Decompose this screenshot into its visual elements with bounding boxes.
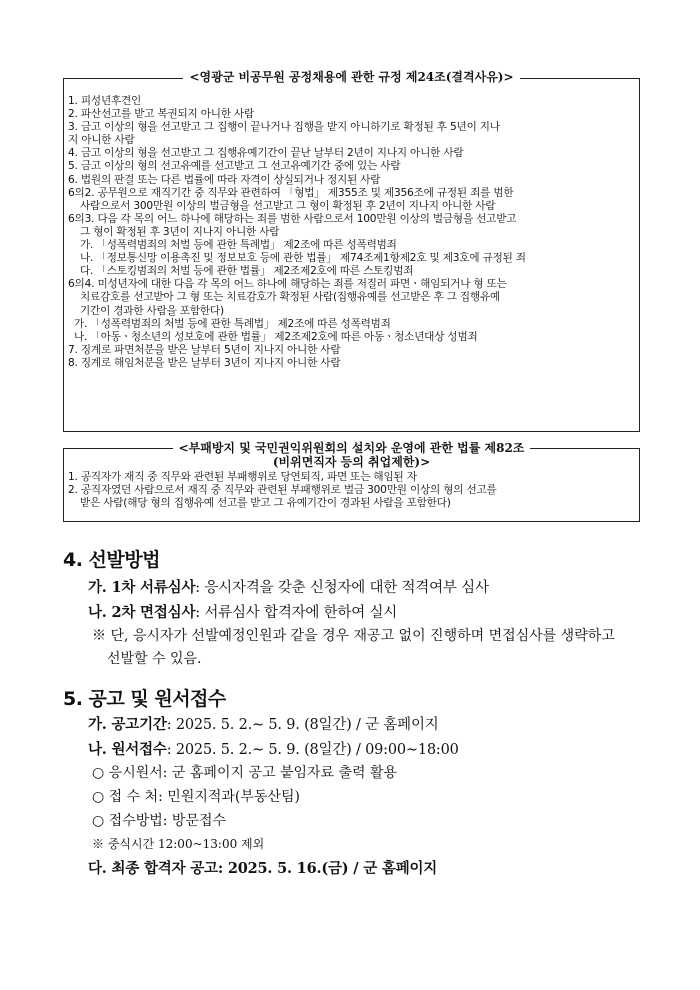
- list-item: 6. 법원의 판결 또는 다른 법률에 따라 자격이 상실되거나 정지된 사람: [68, 173, 381, 186]
- section5-item-a: [88, 713, 439, 734]
- list-item: 사람으로서 300만원 이상의 벌금형을 선고받고 그 형이 확정된 후 2년이 지나지 아니한 사람: [80, 199, 496, 212]
- section4-note-line2: 선발할 수 있음.: [107, 651, 202, 667]
- section5-heading: 5. 공고 및 원서접수: [63, 688, 226, 710]
- section4-a-text: : 응시자격을 갖춘 신청자에 대한 적격여부 심사: [195, 580, 489, 596]
- section5-b-label: 나. 원서접수: [88, 741, 167, 758]
- section4-a-label: 가. 1차 서류심사: [88, 579, 196, 596]
- section5-item-c: [88, 857, 437, 878]
- list-item: 다. 「스토킹범죄의 처벌 등에 관한 법률」 제2조제2호에 따른 스토킹범죄: [80, 265, 414, 278]
- list-item: 가. 「성폭력범죄의 처벌 등에 관한 특례법」 제2조에 따른 성폭력범죄: [80, 239, 397, 252]
- list-item: 1. 공직자가 재직 중 직무와 관련된 부패행위로 당연퇴직, 파면 또는 해임된 자: [68, 471, 417, 483]
- list-item: 8. 징계로 해임처분을 받은 날부터 3년이 지나지 아니한 사람: [68, 356, 341, 369]
- list-item: 3. 금고 이상의 형을 선고받고 그 집행이 끝나거나 집행을 받지 아니하기로 확정된 후 5년이 지나: [68, 121, 500, 134]
- list-item: 그 형이 확정된 후 3년이 지나지 아니한 사람: [80, 225, 280, 238]
- list-item: 6의2. 공무원으로 재직기간 중 직무와 관련하여 「형법」 제355조 및 제356조에 규정된 죄를 범한: [68, 186, 514, 199]
- list-item: 2. 파산선고를 받고 복권되지 아니한 사람: [68, 108, 255, 121]
- section5-lunch-note: ※ 중식시간 12:00~13:00 제외: [92, 837, 265, 851]
- box2-title-line2: (비위면직자 등의 취업제한)>: [272, 455, 431, 469]
- list-item: 나. 「정보통신망 이용촉진 및 정보보호 등에 관한 법률」 제74조제1항제2호 및 제3호에 규정된 죄: [80, 252, 526, 265]
- list-item: 기간이 경과한 사람을 포함한다): [80, 304, 224, 317]
- disqualification-box-title: [64, 70, 639, 84]
- section5-a-label: 가. 공고기간: [88, 716, 167, 733]
- list-item: 치료감호를 선고받아 그 형 또는 치료감호가 확정된 사람(집행유예를 선고받은 후 그 집행유예: [80, 291, 501, 304]
- section4-heading: 4. 선발방법: [63, 549, 160, 571]
- section4-item-a: [88, 576, 489, 597]
- box2-title-line1: <부패방지 및 국민권익위원회의 설치와 운영에 관한 법률 제82조: [173, 441, 531, 455]
- section5-c-text: 다. 최종 합격자 공고: 2025. 5. 16.(금) / 군 홈페이지: [88, 860, 438, 877]
- list-item: 받은 사람(해당 형의 집행유예 선고를 받고 그 유예기간이 경과된 사람을 포함한다): [80, 497, 451, 510]
- list-item: 4. 금고 이상의 형을 선고받고 그 집행유예기간이 끝난 날부터 2년이 지나지 아니한 사람: [68, 147, 464, 160]
- section4-item-b: [88, 601, 397, 622]
- section5-item-b: [88, 738, 459, 759]
- section5-b-text: : 2025. 5. 2.∼ 5. 9. (8일간) / 09:00∼18:00: [166, 742, 459, 758]
- section5-sub-method: ○ 접수방법: 방문접수: [92, 813, 227, 829]
- list-item: 나. 「아동ㆍ청소년의 성보호에 관한 법률」 제2조제2호에 따른 아동ㆍ청소년대상 성범죄: [74, 330, 478, 343]
- employment-restriction-box-title: [64, 441, 639, 469]
- employment-restriction-list: [64, 469, 639, 510]
- list-item: 6의4. 미성년자에 대한 다음 각 목의 어느 하나에 해당하는 죄를 저질러 파면ㆍ해임되거나 형 또는: [68, 278, 507, 291]
- section4-note-line1: ※ 단, 응시자가 선발예정인원과 같을 경우 재공고 없이 진행하며 면접심사를 생략하고: [92, 628, 615, 644]
- list-item: 2. 공직자였던 사람으로서 재직 중 직무와 관련된 부패행위로 벌금 300만원 이상의 형의 선고를: [68, 484, 497, 497]
- disqualification-list: [64, 79, 639, 370]
- list-item: 6의3. 다음 각 목의 어느 하나에 해당하는 죄를 범한 사람으로서 100만원 이상의 벌금형을 선고받고: [68, 212, 517, 225]
- section5-a-text: : 2025. 5. 2.∼ 5. 9. (8일간) / 군 홈페이지: [166, 717, 439, 733]
- list-item: 7. 징계로 파면처분을 받은 날부터 5년이 지나지 아니한 사람: [68, 343, 341, 356]
- disqualification-box: [63, 70, 640, 432]
- section4-b-label: 나. 2차 면접심사: [88, 604, 196, 621]
- employment-restriction-box: [63, 441, 640, 522]
- list-item: 5. 금고 이상의 형의 선고유예를 선고받고 그 선고유예기간 중에 있는 사람: [68, 160, 401, 173]
- list-item: 1. 피성년후견인: [68, 95, 142, 107]
- list-item: 지 아니한 사람: [68, 134, 135, 147]
- section5-sub-application: ○ 응시원서: 군 홈페이지 공고 붙임자료 출력 활용: [92, 765, 398, 781]
- section5-sub-office: ○ 접 수 처: 민원지적과(부동산팀): [92, 789, 300, 805]
- box1-title-text: <영광군 비공무원 공정채용에 관한 규정 제24조(결격사유)>: [183, 70, 519, 84]
- section4-b-text: : 서류심사 합격자에 한하여 실시: [195, 605, 398, 621]
- list-item: 가. 「성폭력범죄의 처벌 등에 관한 특례법」 제2조에 따른 성폭력범죄: [74, 317, 391, 330]
